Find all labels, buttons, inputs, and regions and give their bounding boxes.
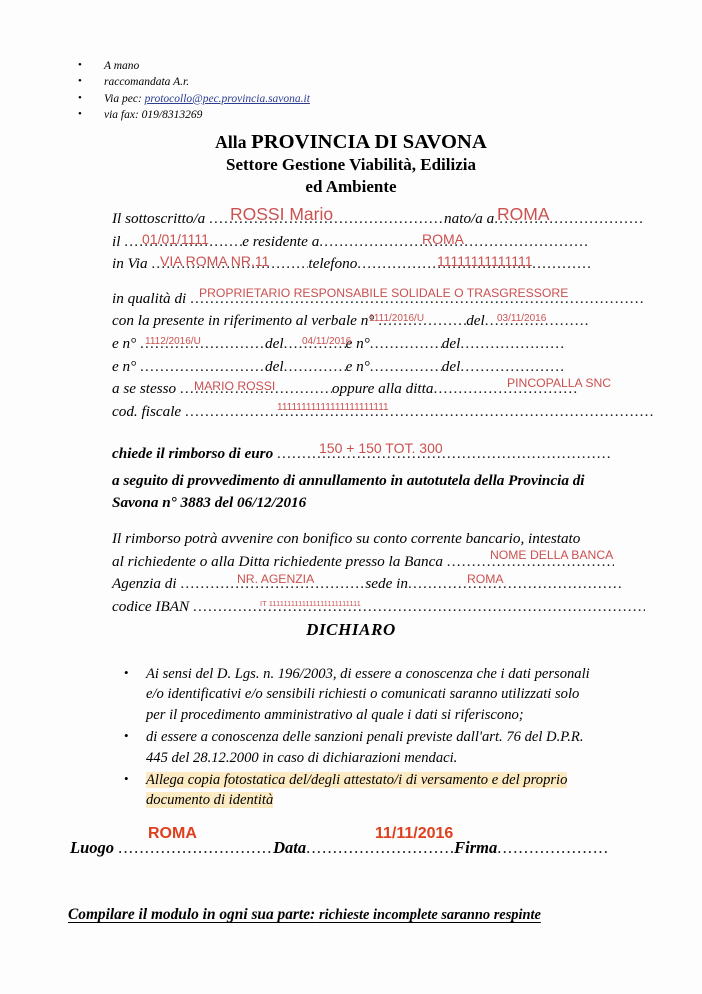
dotted-rule <box>408 573 621 596</box>
delivery-method-label: raccomandata A.r. <box>104 76 190 89</box>
label-sede: sede in <box>365 575 408 593</box>
label-codfiscale: cod. fiscale <box>112 402 182 420</box>
value-telefono[interactable]: 11111111111111 <box>437 253 533 270</box>
label-en: e n° <box>345 357 370 375</box>
label-oppure: oppure alla ditta <box>331 380 434 398</box>
autotutela-line-1: a seguito di provvedimento di annullamento in autotutela della Provincia di <box>112 472 585 489</box>
label-en: e n° <box>112 357 137 375</box>
form-body <box>112 204 658 466</box>
bank-section <box>112 528 658 618</box>
delivery-method-item <box>78 91 538 107</box>
signature-row <box>70 825 650 862</box>
value-verbale-1[interactable]: 1111/2016/U <box>369 313 425 325</box>
value-banca[interactable]: NOME DELLA BANCA <box>490 547 614 562</box>
label-verbale: con la presente in riferimento al verbale n° <box>112 312 375 330</box>
title-prefix: Alla <box>215 132 252 152</box>
value-asestesso[interactable]: MARIO ROSSI <box>194 379 276 394</box>
form-row-bank-name <box>112 547 658 574</box>
label-del: del <box>441 357 461 375</box>
label-sottoscritto: Il sottoscritto/a <box>112 210 206 227</box>
delivery-method-item <box>78 107 538 123</box>
bank-intro-text: Il rimborso potrà avvenire con bonifico su conto corrente bancario, intestato <box>112 530 581 547</box>
value-ditta[interactable]: PINCOPALLA SNC <box>507 376 612 391</box>
declaration-item <box>122 664 592 725</box>
declaration-text: Ai sensi del D. Lgs. n. 196/2003, di essere a conoscenza che i dati personali e/o identificativi e/o sensibili richiesti o comunicati saranno utilizzati solo per il procedimento amministrativo al quale i dati si riferiscono; <box>146 666 590 723</box>
warning-strong: Compilare il modulo in ogni sua parte: <box>68 906 316 923</box>
value-verbale-2[interactable]: 1112/2016/U <box>145 335 201 347</box>
autotutela-paragraph <box>112 470 658 513</box>
label-en: e n° <box>345 334 370 352</box>
delivery-method-item <box>78 58 538 74</box>
title-department: Settore Gestione Viabilità, Edilizia <box>226 155 476 174</box>
warning-tail: richieste incomplete saranno respinte <box>319 907 541 923</box>
completion-warning <box>68 906 541 924</box>
form-row-capacity <box>112 285 658 311</box>
label-del: del <box>441 334 461 352</box>
label-telefono: telefono <box>308 255 358 273</box>
form-row-agency <box>112 573 658 596</box>
label-luogo: Luogo <box>70 838 115 857</box>
pec-email-link[interactable]: protocollo@pec.provincia.savona.it <box>144 92 310 105</box>
value-verbale-date-1[interactable]: 03/11/2016 <box>497 313 547 325</box>
document-title-block <box>0 130 702 198</box>
label-data: Data <box>273 838 307 857</box>
label-nato: nato/a a <box>444 210 495 227</box>
form-row-refund-amount <box>112 440 658 466</box>
delivery-method-item <box>78 74 538 90</box>
form-row-verbale-1 <box>112 310 658 333</box>
value-iban[interactable]: IT 1111111111111111111111111 <box>260 598 361 608</box>
dotted-rule <box>497 838 607 858</box>
label-qualita: in qualità di <box>112 289 187 307</box>
form-row-birthdate <box>112 231 658 254</box>
value-agenzia[interactable]: NR. AGENZIA <box>237 572 315 587</box>
form-row-payee <box>112 378 658 401</box>
label-agenzia: Agenzia di <box>112 575 177 593</box>
dotted-rule <box>185 401 653 424</box>
dotted-rule <box>460 356 566 379</box>
label-del: del <box>466 312 485 330</box>
label-rimborso: chiede il rimborso di euro <box>112 445 274 463</box>
label-il: il <box>112 232 121 250</box>
dichiaro-heading: DICHIARO <box>306 620 396 639</box>
form-row-fiscal-code <box>112 401 658 424</box>
value-nato[interactable]: ROMA <box>497 204 550 224</box>
label-iban: codice IBAN <box>112 597 190 615</box>
title-authority: PROVINCIA DI SAVONA <box>251 131 487 153</box>
value-codfiscale[interactable]: 11111111111111111111111 <box>277 401 389 413</box>
value-residenza[interactable]: ROMA <box>422 230 464 247</box>
dotted-rule <box>370 333 442 356</box>
declaration-text: di essere a conoscenza delle sanzioni penali previste dall'art. 76 del D.P.R. 445 del 28.12.2000 in caso di dichiarazioni mendaci. <box>146 729 584 766</box>
title-department-2: ed Ambiente <box>305 177 397 196</box>
value-verbale-date-2[interactable]: 04/11/2016 <box>302 335 352 347</box>
form-row-applicant <box>112 204 658 231</box>
value-sottoscritto[interactable]: ROSSI Mario <box>230 204 334 224</box>
delivery-method-label: A mano <box>104 60 140 72</box>
declaration-text: Allega copia fotostatica del/degli attestato/i di versamento e del proprio documento di identità <box>146 772 568 809</box>
declaration-item-highlighted <box>122 770 592 811</box>
form-row-verbale-2 <box>112 333 658 356</box>
value-rimborso[interactable]: 150 + 150 TOT. 300 <box>319 440 443 457</box>
autotutela-line-2: Savona n° 3883 del 06/12/2016 <box>112 493 307 511</box>
form-row-iban <box>112 596 658 619</box>
delivery-method-label: Via pec: <box>104 92 145 105</box>
dotted-rule <box>370 356 442 379</box>
label-residente: e residente a <box>242 232 320 250</box>
value-birthdate[interactable]: 01/01/1111 <box>142 230 209 247</box>
value-qualita[interactable]: PROPRIETARIO RESPONSABILE SOLIDALE O TRASGRESSORE <box>199 285 569 300</box>
label-firma: Firma <box>454 838 498 857</box>
declarations-list <box>122 664 592 813</box>
form-row-address <box>112 253 658 276</box>
declaration-item <box>122 727 592 768</box>
dotted-rule <box>284 356 346 379</box>
delivery-methods-list <box>78 58 538 124</box>
dotted-rule <box>460 333 566 356</box>
page-title <box>0 130 702 154</box>
value-data[interactable]: 11/11/2016 <box>375 825 454 842</box>
form-row-verbale-3 <box>112 356 658 379</box>
value-via[interactable]: VIA ROMA NR.11 <box>160 253 270 270</box>
value-luogo[interactable]: ROMA <box>148 825 197 842</box>
delivery-method-label: via fax: 019/8313269 <box>104 109 203 122</box>
label-banca: al richiedente o alla Ditta richiedente presso la Banca <box>112 552 443 570</box>
dotted-rule <box>140 356 265 379</box>
label-via: in Via <box>112 255 148 273</box>
label-del: del <box>265 334 284 352</box>
value-sede[interactable]: ROMA <box>467 572 504 587</box>
label-asestesso: a se stesso <box>112 380 177 398</box>
label-del: del <box>265 357 284 375</box>
label-en: e n° <box>112 334 137 352</box>
